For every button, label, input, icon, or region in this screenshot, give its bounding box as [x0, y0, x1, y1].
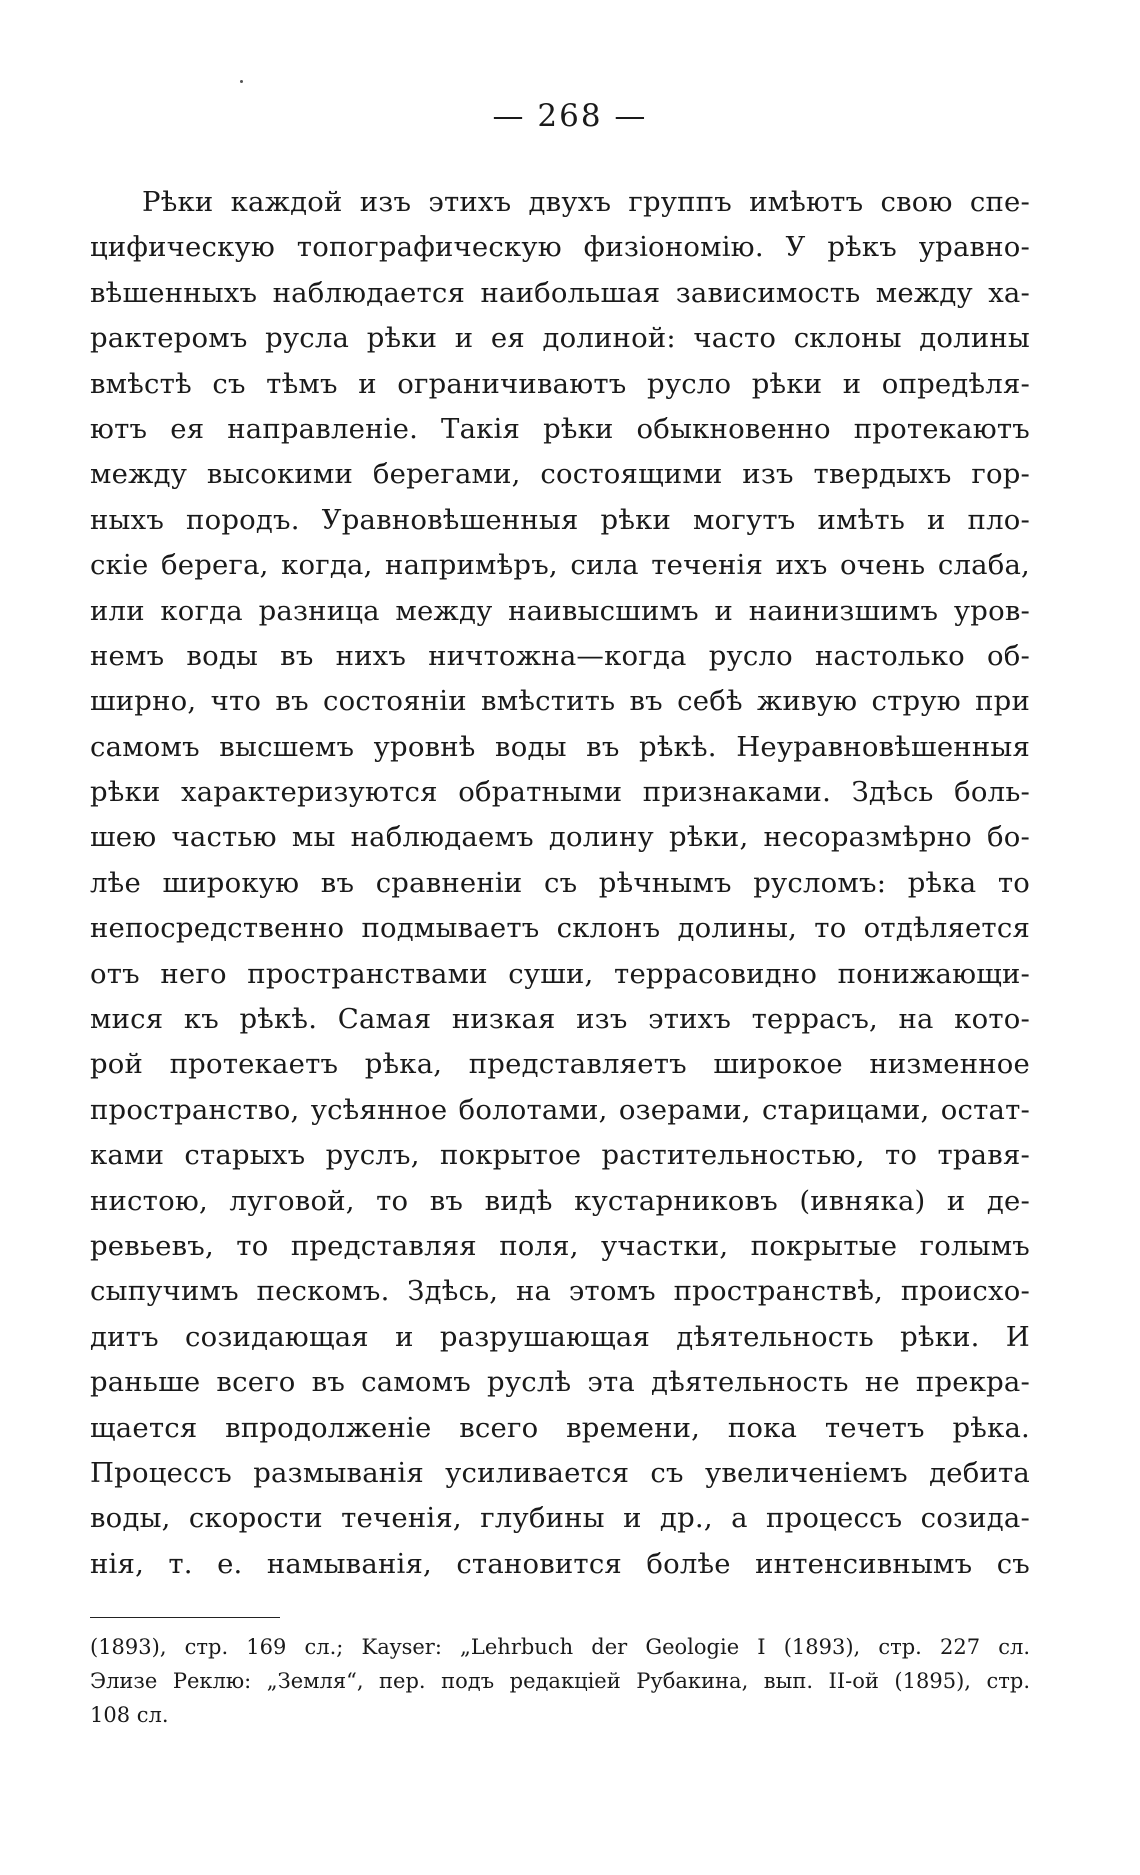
body-line: Рѣки каждой изъ этихъ двухъ группъ имѣютъ свою спе- — [142, 186, 1030, 218]
body-line: вмѣстѣ съ тѣмъ и ограничиваютъ русло рѣки и опредѣля- — [90, 367, 1030, 400]
footnote-line: 108 сл. — [90, 1703, 169, 1727]
body-line: скіе берега, когда, напримѣръ, сила теченія ихъ очень слаба, — [90, 549, 1030, 582]
body-line: рой протекаетъ рѣка, представляетъ широкое низменное — [90, 1048, 1030, 1081]
body-line: самомъ высшемъ уровнѣ воды въ рѣкѣ. Неуравновѣшенныя — [90, 730, 1030, 763]
footnote-divider — [90, 1617, 280, 1618]
footnote-line: (1893), стр. 169 сл.; Kayser: „Lehrbuch der Geologie I (1893), стр. 227 сл. — [90, 1635, 1030, 1659]
body-line: немъ воды въ нихъ ничтожна—когда русло настолько об- — [90, 639, 1030, 672]
paper-speck — [240, 80, 243, 83]
body-line: ныхъ породъ. Уравновѣшенныя рѣки могутъ имѣть и пло- — [90, 503, 1030, 536]
body-text — [90, 180, 1030, 1587]
footnote-line: Элизе Реклю: „Земля“, пер. подъ редакціей Рубакина, вып. II-ой (1895), стр. — [90, 1669, 1030, 1693]
body-line: ками старыхъ руслъ, покрытое растительностью, то травя- — [90, 1139, 1030, 1172]
body-line: ютъ ея направленіе. Такія рѣки обыкновенно протекаютъ — [90, 412, 1030, 445]
body-line: ширно, что въ состояніи вмѣстить въ себѣ живую струю при — [90, 685, 1030, 718]
footnote — [90, 1630, 1030, 1732]
body-line: дитъ созидающая и разрушающая дѣятельность рѣки. И — [90, 1320, 1030, 1353]
body-line: щается впродолженіе всего времени, пока течетъ рѣка. — [90, 1411, 1030, 1444]
body-line: вѣшенныхъ наблюдается наибольшая зависимость между ха- — [90, 276, 1030, 309]
body-line: раньше всего въ самомъ руслѣ эта дѣятельность не прекра- — [90, 1366, 1030, 1399]
body-line: нія, т. е. намыванія, становится болѣе интенсивнымъ съ — [90, 1547, 1030, 1580]
page-number: — 268 — — [492, 98, 648, 134]
body-line: цифическую топографическую физіономію. У рѣкъ уравно- — [90, 231, 1030, 264]
body-line: сыпучимъ пескомъ. Здѣсь, на этомъ пространствѣ, происхо- — [90, 1275, 1030, 1308]
body-line: отъ него пространствами суши, террасовидно понижающи- — [90, 957, 1030, 990]
body-line: ревьевъ, то представляя поля, участки, покрытые голымъ — [90, 1229, 1030, 1262]
body-line: непосредственно подмываетъ склонъ долины, то отдѣляется — [90, 912, 1030, 945]
body-line: нистою, луговой, то въ видѣ кустарниковъ (ивняка) и де- — [90, 1184, 1030, 1217]
body-line: рактеромъ русла рѣки и ея долиной: часто склоны долины — [90, 322, 1030, 355]
body-line: шею частью мы наблюдаемъ долину рѣки, несоразмѣрно бо- — [90, 821, 1030, 854]
body-line: Процессъ размыванія усиливается съ увеличеніемъ дебита — [90, 1456, 1030, 1489]
body-line: лѣе широкую въ сравненіи съ рѣчнымъ русломъ: рѣка то — [90, 866, 1030, 899]
body-line: или когда разница между наивысшимъ и наинизшимъ уров- — [90, 594, 1030, 627]
body-line: пространство, усѣянное болотами, озерами, старицами, остат- — [90, 1093, 1030, 1126]
body-line: мися къ рѣкѣ. Самая низкая изъ этихъ террасъ, на кото- — [90, 1003, 1030, 1036]
body-line: между высокими берегами, состоящими изъ твердыхъ гор- — [90, 458, 1030, 491]
body-line: воды, скорости теченія, глубины и др., а процессъ созида- — [90, 1502, 1030, 1535]
body-line: рѣки характеризуются обратными признаками. Здѣсь боль- — [90, 776, 1030, 809]
